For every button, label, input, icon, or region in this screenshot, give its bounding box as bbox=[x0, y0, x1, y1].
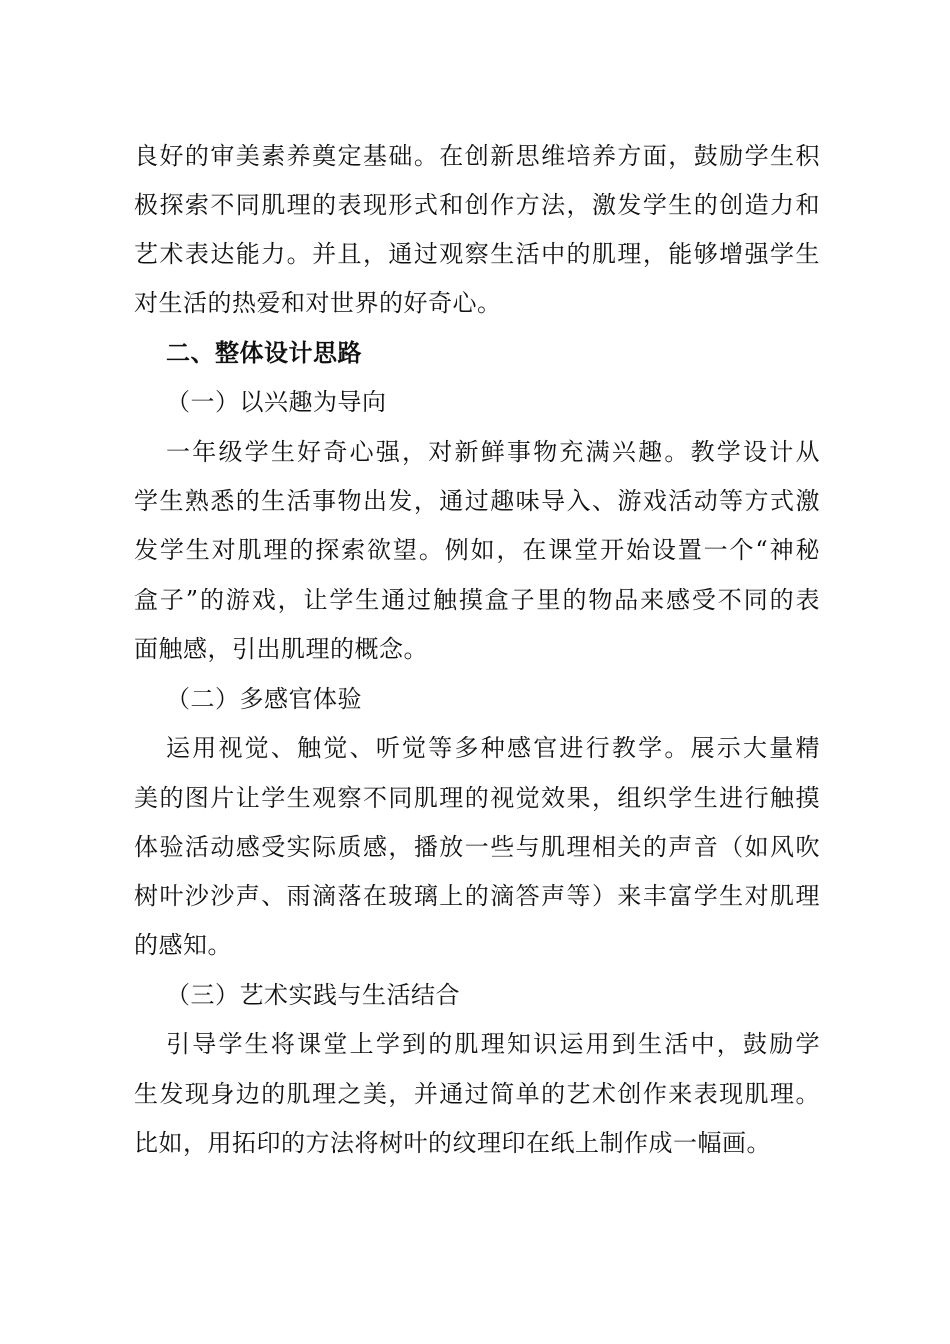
paragraph-line: 盒子”的游戏，让学生通过触摸盒子里的物品来感受不同的表 bbox=[134, 586, 820, 614]
subsection-heading: （一）以兴趣为导向 bbox=[166, 388, 387, 416]
subsection-heading: （三）艺术实践与生活结合 bbox=[166, 981, 460, 1009]
paragraph-line: 树叶沙沙声、雨滴落在玻璃上的滴答声等）来丰富学生对肌理 bbox=[134, 882, 820, 910]
paragraph-line: 一年级学生好奇心强，对新鲜事物充满兴趣。教学设计从 bbox=[166, 438, 820, 466]
paragraph-line: 学生熟悉的生活事物出发，通过趣味导入、游戏活动等方式激 bbox=[134, 487, 820, 515]
paragraph-line: 生发现身边的肌理之美，并通过简单的艺术创作来表现肌理。 bbox=[134, 1080, 820, 1108]
paragraph-line: 体验活动感受实际质感，播放一些与肌理相关的声音（如风吹 bbox=[134, 833, 820, 861]
subsection-heading: （二）多感官体验 bbox=[166, 685, 362, 713]
paragraph-line: 良好的审美素养奠定基础。在创新思维培养方面，鼓励学生积 bbox=[134, 142, 820, 170]
paragraph-line: 艺术表达能力。并且，通过观察生活中的肌理，能够增强学生 bbox=[134, 240, 820, 268]
paragraph-line: 面触感，引出肌理的概念。 bbox=[134, 635, 428, 663]
section-heading: 二、整体设计思路 bbox=[166, 339, 362, 367]
paragraph-line: 发学生对肌理的探索欲望。例如，在课堂开始设置一个“神秘 bbox=[134, 536, 820, 564]
paragraph-line: 运用视觉、触觉、听觉等多种感官进行教学。展示大量精 bbox=[166, 734, 820, 762]
paragraph-line: 极探索不同肌理的表现形式和创作方法，激发学生的创造力和 bbox=[134, 191, 820, 219]
paragraph-line: 的感知。 bbox=[134, 931, 232, 959]
paragraph-line: 比如，用拓印的方法将树叶的纹理印在纸上制作成一幅画。 bbox=[134, 1129, 771, 1157]
paragraph-line: 美的图片让学生观察不同肌理的视觉效果，组织学生进行触摸 bbox=[134, 784, 820, 812]
paragraph-line: 对生活的热爱和对世界的好奇心。 bbox=[134, 289, 502, 317]
paragraph-line: 引导学生将课堂上学到的肌理知识运用到生活中，鼓励学 bbox=[166, 1030, 820, 1058]
